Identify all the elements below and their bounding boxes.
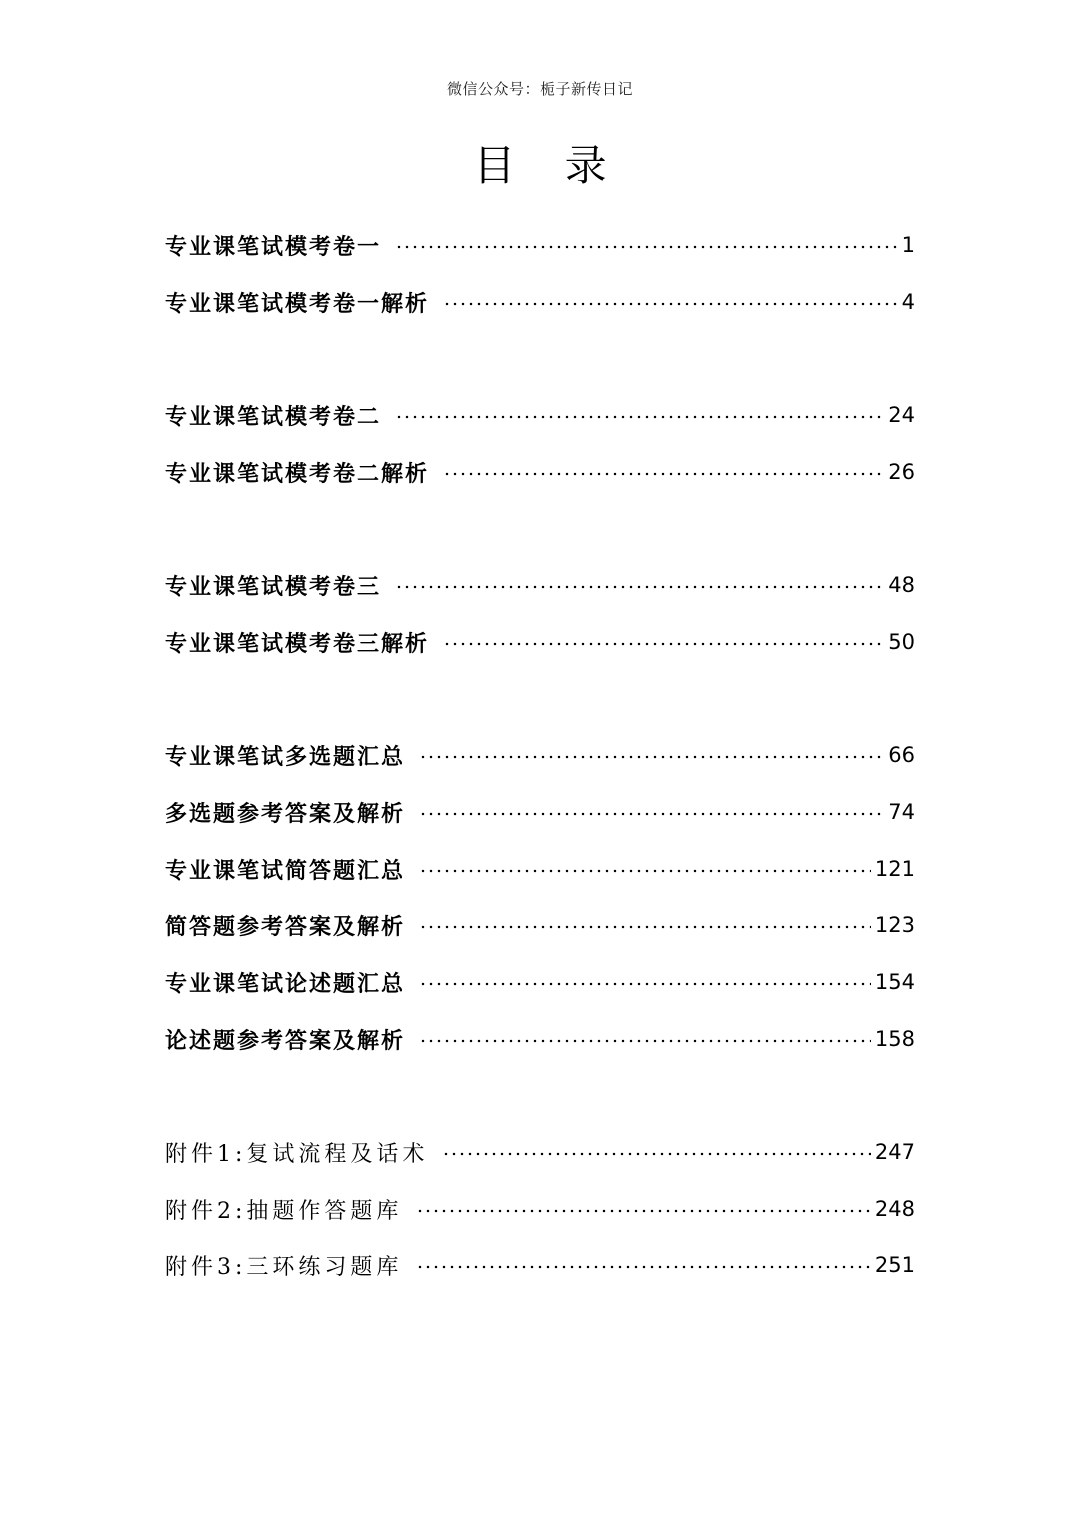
toc-leader-dots xyxy=(419,869,871,873)
toc-entry-page: 154 xyxy=(874,970,915,994)
toc-entry-page: 48 xyxy=(888,573,915,597)
toc-entry-page: 158 xyxy=(874,1027,915,1051)
toc-entry-label: 专业课笔试多选题汇总 xyxy=(165,743,406,770)
toc-entry-label: 论述题参考答案及解析 xyxy=(165,1027,406,1054)
toc-entry-label: 专业课笔试模考卷一解析 xyxy=(165,290,430,317)
toc-entry-label: 附件2:抽题作答题库 xyxy=(165,1198,403,1224)
toc-entry-page: 251 xyxy=(874,1253,915,1277)
toc-leader-dots xyxy=(419,812,884,816)
toc-entry-label: 专业课笔试论述题汇总 xyxy=(165,970,406,997)
toc-leader-dots xyxy=(443,302,898,306)
toc-entry[interactable] xyxy=(165,966,915,998)
toc-entry-page: 50 xyxy=(888,630,915,654)
toc-entry-label: 专业课笔试模考卷二 xyxy=(165,403,382,430)
toc-entry[interactable] xyxy=(165,796,915,828)
toc-leader-dots xyxy=(395,585,884,589)
toc-entry-page: 121 xyxy=(874,857,915,881)
page-header: 微信公众号：栀子新传日记 xyxy=(446,80,633,98)
toc-entry-label: 附件3:三环练习题库 xyxy=(165,1254,403,1280)
toc-entry-page: 66 xyxy=(888,743,915,767)
toc-entry[interactable] xyxy=(165,853,915,885)
toc-entry[interactable] xyxy=(165,286,915,318)
toc-entry[interactable] xyxy=(165,399,915,431)
toc-entry-label: 专业课笔试模考卷一 xyxy=(165,233,382,260)
toc-entry[interactable] xyxy=(165,626,915,658)
toc-entry[interactable] xyxy=(165,1136,915,1168)
toc-entry-page: 247 xyxy=(874,1140,915,1164)
toc-leader-dots xyxy=(395,415,884,419)
toc-entry[interactable] xyxy=(165,1249,915,1281)
toc-leader-dots xyxy=(416,1209,870,1213)
toc-entry[interactable] xyxy=(165,1193,915,1225)
toc-leader-dots xyxy=(395,245,898,249)
toc-leader-dots xyxy=(416,1265,870,1269)
toc-entry-page: 4 xyxy=(901,290,915,314)
toc-leader-dots xyxy=(443,472,884,476)
toc-entry-page: 26 xyxy=(888,460,915,484)
toc-entry[interactable] xyxy=(165,229,915,261)
toc-entry-page: 1 xyxy=(901,233,915,257)
toc-entry-page: 74 xyxy=(888,800,915,824)
toc-entry-label: 专业课笔试模考卷二解析 xyxy=(165,460,430,487)
toc-leader-dots xyxy=(419,755,884,759)
toc-entry-page: 248 xyxy=(874,1197,915,1221)
toc-leader-dots xyxy=(443,642,884,646)
toc-entry-label: 专业课笔试模考卷三 xyxy=(165,573,382,600)
toc-entry-label: 附件1:复试流程及话术 xyxy=(165,1141,429,1167)
toc-leader-dots xyxy=(419,925,871,929)
toc-leader-dots xyxy=(419,982,871,986)
toc-entry-label: 专业课笔试简答题汇总 xyxy=(165,857,406,884)
toc-entry[interactable] xyxy=(165,456,915,488)
toc-leader-dots xyxy=(419,1039,871,1043)
toc-entry[interactable] xyxy=(165,569,915,601)
toc-entry-page: 123 xyxy=(874,913,915,937)
toc-leader-dots xyxy=(442,1152,870,1156)
toc-entry-label: 简答题参考答案及解析 xyxy=(165,913,406,940)
page-title: 目 录 xyxy=(473,141,625,190)
toc-entry[interactable] xyxy=(165,739,915,771)
toc-entry-label: 专业课笔试模考卷三解析 xyxy=(165,630,430,657)
toc-entry-page: 24 xyxy=(888,403,915,427)
toc-entry[interactable] xyxy=(165,1023,915,1055)
toc-entry[interactable] xyxy=(165,909,915,941)
toc-entry-label: 多选题参考答案及解析 xyxy=(165,800,406,827)
